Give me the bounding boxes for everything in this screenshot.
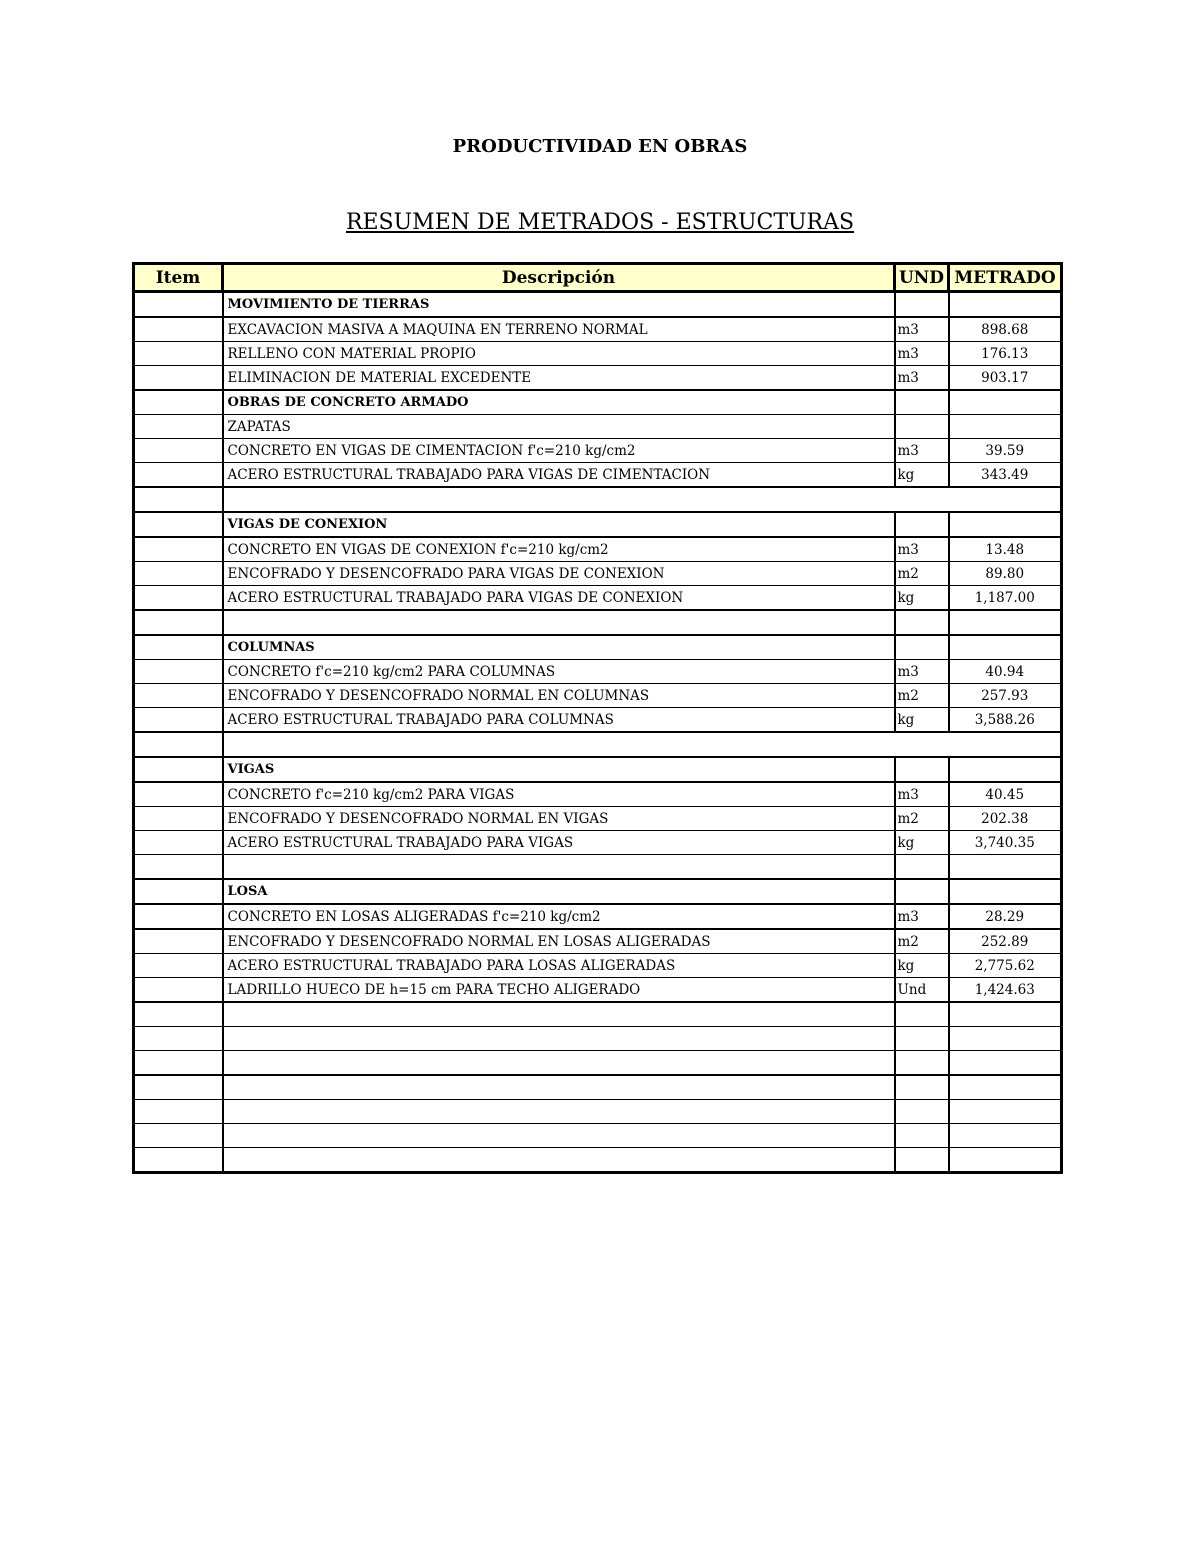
cell-metrado [949,390,1062,415]
cell-und [895,879,949,904]
cell-item [134,1027,223,1051]
cell-metrado: 3,740.35 [949,831,1062,855]
cell-und [895,292,949,318]
cell-metrado [949,1002,1062,1027]
cell-item [134,879,223,904]
cell-descripcion: CONCRETO f'c=210 kg/cm2 PARA COLUMNAS [223,660,895,684]
cell-descripcion [223,1027,895,1051]
table-row [134,1027,1062,1051]
cell-metrado [949,757,1062,782]
table-row [134,904,1062,929]
cell-descripcion: ENCOFRADO Y DESENCOFRADO NORMAL EN LOSAS ALIGERADAS [223,929,895,954]
table-row [134,366,1062,391]
cell-item [134,807,223,831]
page-subtitle: RESUMEN DE METRADOS - ESTRUCTURAS [345,210,855,235]
cell-metrado [949,610,1062,635]
cell-descripcion [223,1051,895,1076]
cell-metrado [949,1124,1062,1148]
cell-und: m3 [895,537,949,562]
cell-descripcion: ACERO ESTRUCTURAL TRABAJADO PARA VIGAS [223,831,895,855]
cell-und: m2 [895,684,949,708]
cell-metrado [949,1051,1062,1076]
header-descripcion: Descripción [223,264,895,292]
cell-descripcion: CONCRETO EN VIGAS DE CIMENTACION f'c=210 kg/cm2 [223,439,895,463]
table-row [134,1051,1062,1076]
cell-metrado: 252.89 [949,929,1062,954]
table-row [134,342,1062,366]
cell-descripcion: ENCOFRADO Y DESENCOFRADO NORMAL EN COLUMNAS [223,684,895,708]
cell-und [895,855,949,880]
header-item: Item [134,264,223,292]
cell-metrado [949,415,1062,439]
cell-descripcion [223,1002,895,1027]
cell-item [134,757,223,782]
cell-und [895,757,949,782]
table-row [134,879,1062,904]
cell-metrado: 898.68 [949,317,1062,342]
table-row [134,390,1062,415]
cell-metrado [949,855,1062,880]
cell-descripcion [223,1100,895,1124]
cell-item [134,708,223,733]
table-row [134,487,1062,512]
cell-item [134,610,223,635]
cell-item [134,1051,223,1076]
table-row [134,586,1062,611]
cell-item [134,292,223,318]
cell-metrado [949,635,1062,660]
cell-metrado: 40.94 [949,660,1062,684]
cell-und: kg [895,708,949,733]
cell-item [134,512,223,537]
table-row [134,708,1062,733]
cell-descripcion [223,1075,895,1100]
cell-metrado: 3,588.26 [949,708,1062,733]
cell-metrado: 202.38 [949,807,1062,831]
cell-item [134,586,223,611]
cell-descripcion: ACERO ESTRUCTURAL TRABAJADO PARA VIGAS DE CIMENTACION [223,463,895,488]
cell-metrado: 257.93 [949,684,1062,708]
cell-metrado: 2,775.62 [949,954,1062,978]
cell-metrado: 1,424.63 [949,978,1062,1003]
cell-metrado: 40.45 [949,782,1062,807]
table-row [134,660,1062,684]
header-metrado: METRADO [949,264,1062,292]
cell-descripcion: EXCAVACION MASIVA A MAQUINA EN TERRENO NORMAL [223,317,895,342]
table-row [134,1124,1062,1148]
cell-item [134,1002,223,1027]
table-row [134,463,1062,488]
cell-und: m2 [895,807,949,831]
cell-metrado: 903.17 [949,366,1062,391]
cell-item [134,978,223,1003]
table-row [134,562,1062,586]
table-row [134,978,1062,1003]
cell-metrado [949,1148,1062,1173]
cell-descripcion: COLUMNAS [223,635,895,660]
table-header-row [134,264,1062,292]
cell-descripcion: CONCRETO f'c=210 kg/cm2 PARA VIGAS [223,782,895,807]
cell-und [895,1051,949,1076]
cell-descripcion: ELIMINACION DE MATERIAL EXCEDENTE [223,366,895,391]
cell-und [895,1002,949,1027]
cell-und: kg [895,954,949,978]
cell-und [895,1124,949,1148]
cell-descripcion: VIGAS DE CONEXION [223,512,895,537]
cell-und: m3 [895,342,949,366]
cell-item [134,317,223,342]
cell-und [895,415,949,439]
cell-item [134,904,223,929]
cell-metrado: 1,187.00 [949,586,1062,611]
cell-descripcion: LOSA [223,879,895,904]
table-body [134,292,1062,1173]
table-row [134,929,1062,954]
cell-und: kg [895,831,949,855]
table-row [134,1100,1062,1124]
table-row [134,1075,1062,1100]
cell-item [134,635,223,660]
cell-descripcion: ENCOFRADO Y DESENCOFRADO PARA VIGAS DE CONEXION [223,562,895,586]
cell-item [134,1124,223,1148]
cell-descripcion: ZAPATAS [223,415,895,439]
cell-item [134,855,223,880]
cell-und: m3 [895,660,949,684]
table-row [134,732,1062,757]
cell-descripcion: ACERO ESTRUCTURAL TRABAJADO PARA COLUMNAS [223,708,895,733]
cell-und [895,1148,949,1173]
table-row [134,807,1062,831]
cell-und: kg [895,463,949,488]
table-row [134,684,1062,708]
cell-descripcion [223,1124,895,1148]
cell-item [134,1075,223,1100]
cell-und: m3 [895,782,949,807]
cell-descripcion: RELLENO CON MATERIAL PROPIO [223,342,895,366]
cell-item [134,366,223,391]
cell-item [134,1100,223,1124]
cell-metrado: 176.13 [949,342,1062,366]
cell-item [134,487,223,512]
cell-item [134,732,223,757]
table-row [134,757,1062,782]
cell-und: m3 [895,366,949,391]
cell-und [895,1100,949,1124]
header-und: UND [895,264,949,292]
cell-descripcion [223,1148,895,1173]
cell-und: m2 [895,929,949,954]
cell-metrado [949,1075,1062,1100]
cell-metrado [949,1100,1062,1124]
cell-item [134,684,223,708]
table-row [134,855,1062,880]
table-row [134,439,1062,463]
cell-descripcion: CONCRETO EN VIGAS DE CONEXION f'c=210 kg/cm2 [223,537,895,562]
cell-descripcion: VIGAS [223,757,895,782]
cell-und [895,390,949,415]
table-row [134,635,1062,660]
cell-und: kg [895,586,949,611]
cell-und: m3 [895,904,949,929]
table-row [134,831,1062,855]
table-row [134,1148,1062,1173]
cell-und: m2 [895,562,949,586]
cell-item [134,782,223,807]
cell-item [134,537,223,562]
table-row [134,610,1062,635]
cell-und: m3 [895,317,949,342]
table-row [134,292,1062,318]
cell-metrado: 28.29 [949,904,1062,929]
cell-item [134,415,223,439]
cell-und [895,635,949,660]
cell-metrado: 13.48 [949,537,1062,562]
cell-descripcion: ACERO ESTRUCTURAL TRABAJADO PARA LOSAS ALIGERADAS [223,954,895,978]
cell-und [895,610,949,635]
cell-item [134,831,223,855]
cell-descripcion: ENCOFRADO Y DESENCOFRADO NORMAL EN VIGAS [223,807,895,831]
cell-und [895,1075,949,1100]
cell-descripcion: ACERO ESTRUCTURAL TRABAJADO PARA VIGAS DE CONEXION [223,586,895,611]
cell-und [895,1027,949,1051]
cell-descripcion [223,855,895,880]
cell-item [134,660,223,684]
table-row [134,954,1062,978]
cell-metrado: 89.80 [949,562,1062,586]
cell-metrado: 343.49 [949,463,1062,488]
cell-descripcion: LADRILLO HUECO DE h=15 cm PARA TECHO ALIGERADO [223,978,895,1003]
cell-item [134,463,223,488]
table-row [134,782,1062,807]
cell-und: Und [895,978,949,1003]
cell-descripcion: CONCRETO EN LOSAS ALIGERADAS f'c=210 kg/cm2 [223,904,895,929]
table-row [134,537,1062,562]
cell-descripcion [223,610,895,635]
cell-item [134,390,223,415]
cell-metrado [949,879,1062,904]
cell-descripcion [223,487,1062,512]
table-row [134,317,1062,342]
cell-und [895,512,949,537]
table-row [134,512,1062,537]
table-row [134,415,1062,439]
cell-descripcion: OBRAS DE CONCRETO ARMADO [223,390,895,415]
cell-descripcion: MOVIMIENTO DE TIERRAS [223,292,895,318]
cell-descripcion [223,732,1062,757]
cell-metrado [949,512,1062,537]
cell-und: m3 [895,439,949,463]
table-row [134,1002,1062,1027]
cell-item [134,439,223,463]
cell-item [134,342,223,366]
cell-item [134,1148,223,1173]
cell-metrado [949,292,1062,318]
page-title: PRODUCTIVIDAD EN OBRAS [452,136,748,157]
cell-metrado: 39.59 [949,439,1062,463]
cell-item [134,562,223,586]
cell-item [134,929,223,954]
cell-metrado [949,1027,1062,1051]
metrados-table [132,262,1063,1174]
cell-item [134,954,223,978]
